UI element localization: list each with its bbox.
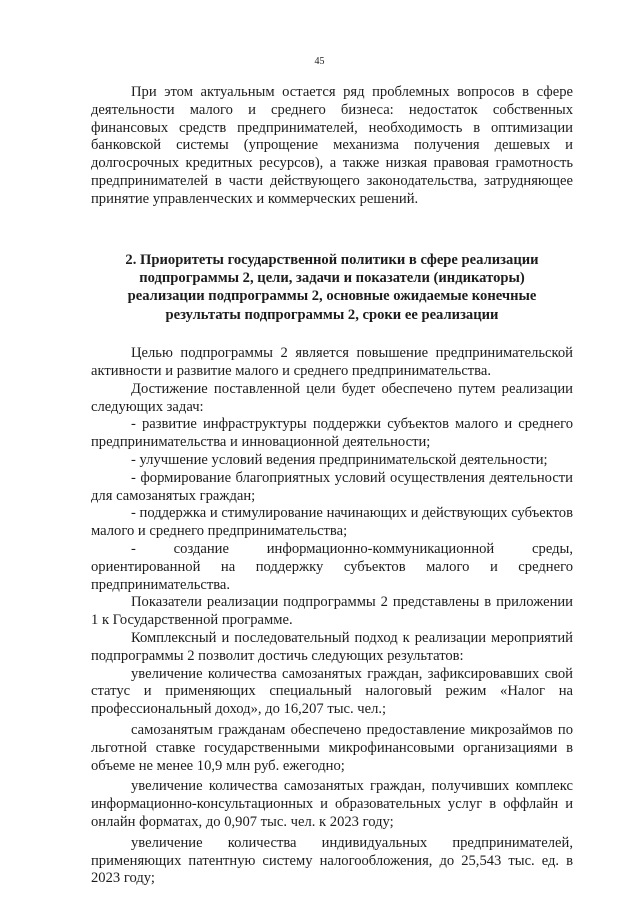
page-number: 45: [314, 56, 325, 67]
result-item: увеличение количества самозанятых граждан, зафиксировавших свой статус и применяющих специальный налоговый режим «Налог на профессиональный доход», до 16,207 тыс. чел.;: [91, 665, 573, 718]
result-item: увеличение количества самозанятых граждан, получивших комплекс информационно-консультационных и образовательных услуг в оффлайн и онлайн форматах, до 0,907 тыс. чел. к 2023 году;: [91, 778, 573, 830]
section-heading-line: реализации подпрограммы 2, основные ожидаемые конечные: [127, 288, 537, 305]
goal-paragraph: Целью подпрограммы 2 является повышение предпринимательской активности и развитие малого и среднего предпринимательства.: [91, 345, 573, 379]
section-heading: [91, 251, 573, 325]
task-item: - улучшение условий ведения предпринимательской деятельности;: [131, 451, 548, 468]
section-heading-line: результаты подпрограммы 2, сроки ее реализации: [165, 306, 499, 323]
task-item: - поддержка и стимулирование начинающих и действующих субъектов малого и среднего предпринимательства;: [91, 505, 573, 540]
results-intro-paragraph: Комплексный и последовательный подход к реализации мероприятий подпрограммы 2 позволит достичь следующих результатов:: [91, 629, 573, 664]
task-item: - создание информационно-коммуникационной среды, ориентированной на поддержку субъектов малого и среднего предпринимательства.: [91, 540, 573, 593]
section-heading-line: подпрограммы 2, цели, задачи и показатели (индикаторы): [139, 269, 525, 286]
section-heading-line: 2. Приоритеты государственной политики в сфере реализации: [125, 251, 539, 268]
page-content: [91, 84, 573, 888]
intro-paragraph: При этом актуальным остается ряд проблемных вопросов в сфере деятельности малого и среднего бизнеса: недостаток собственных финансовых средств предпринимателей, необходимость в оптимизации банковской системы (упрощение механизма получения дешевых и долгосрочных кредитных ресурсов), а также низкая правовая грамотность предпринимателей в части действующего законодательства, затрудняющее принятие управленческих и коммерческих решений.: [91, 84, 573, 207]
tasks-intro-paragraph: Достижение поставленной цели будет обеспечено путем реализации следующих задач:: [91, 380, 573, 415]
result-item: самозанятым гражданам обеспечено предоставление микрозаймов по льготной ставке государственными микрофинансовыми организациями в объеме не менее 10,9 млн руб. ежегодно;: [91, 721, 573, 774]
result-item: увеличение количества индивидуальных предпринимателей, применяющих патентную систему налогообложения, до 25,543 тыс. ед. в 2023 году;: [91, 834, 573, 887]
task-item: - формирование благоприятных условий осуществления деятельности для самозанятых граждан;: [91, 469, 573, 504]
indicators-paragraph: Показатели реализации подпрограммы 2 представлены в приложении 1 к Государственной программе.: [91, 594, 573, 629]
task-item: - развитие инфраструктуры поддержки субъектов малого и среднего предпринимательства и инновационной деятельности;: [91, 416, 573, 451]
